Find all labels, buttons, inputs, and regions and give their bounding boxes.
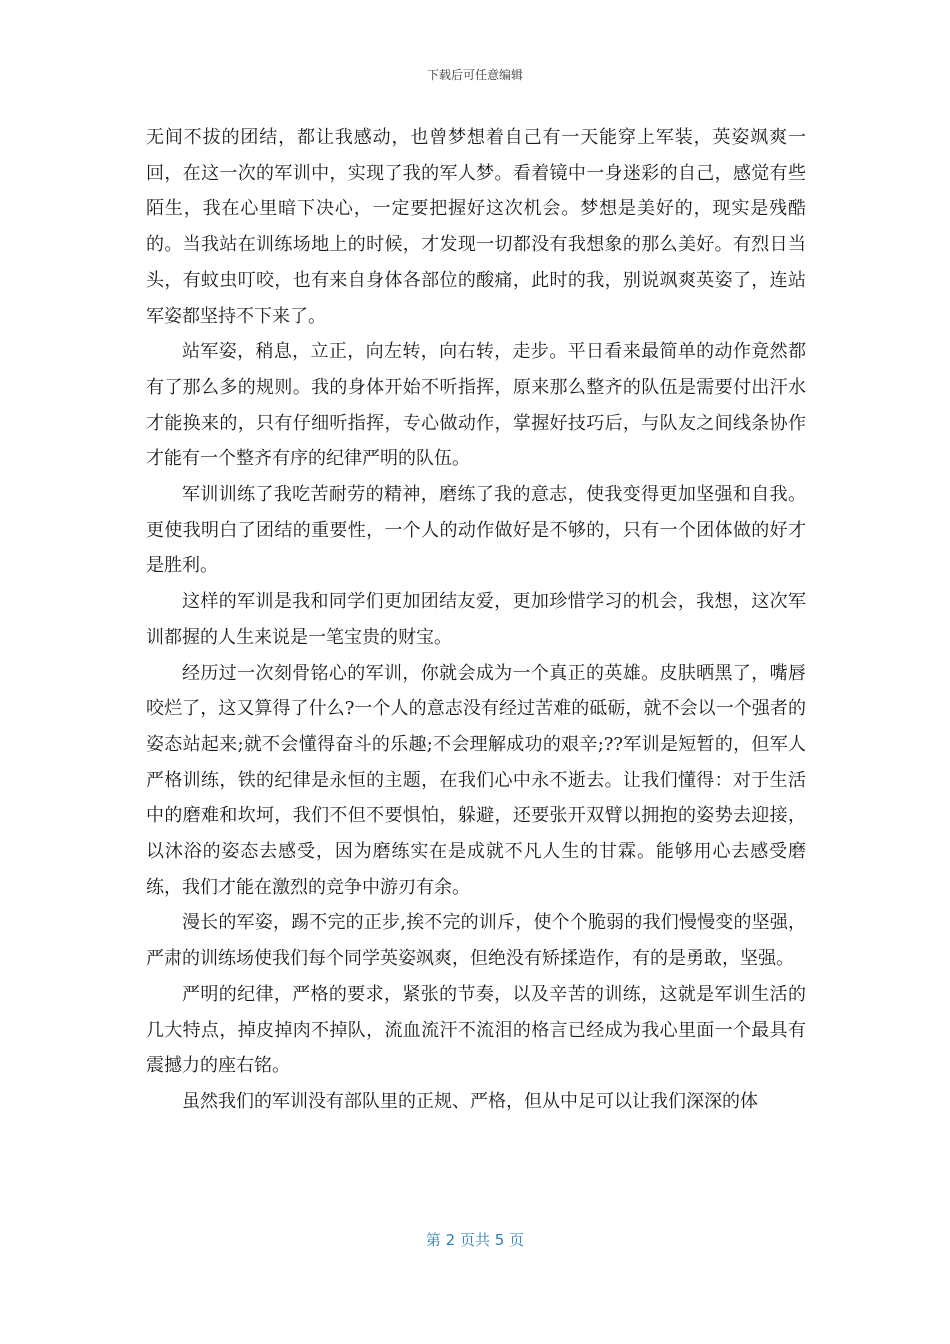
paragraph-4: 这样的军训是我和同学们更加团结友爱，更加珍惜学习的机会，我想，这次军训都握的人生来说是一笔宝贵的财宝。 bbox=[146, 591, 806, 648]
document-body bbox=[146, 120, 806, 1120]
page-number-footer: 第 2 页共 5 页 bbox=[425, 1231, 525, 1249]
paragraph-6: 漫长的军姿，踢不完的正步,挨不完的训斥，使个个脆弱的我们慢慢变的坚强，严肃的训练场使我们每个同学英姿飒爽，但绝没有矫揉造作，有的是勇敢，坚强。 bbox=[146, 912, 806, 970]
paragraph-3: 军训训练了我吃苦耐劳的精神，磨练了我的意志，使我变得更加坚强和自我。更使我明白了团结的重要性，一个人的动作做好是不够的，只有一个团体做的好才是胜利。 bbox=[146, 484, 806, 577]
paragraph-8: 虽然我们的军训没有部队里的正规、严格，但从中足可以让我们深深的体 bbox=[182, 1090, 758, 1112]
paragraph-5: 经历过一次刻骨铭心的军训，你就会成为一个真正的英雄。皮肤晒黑了，嘴唇咬烂了，这又算得了什么?一个人的意志没有经过苦难的砥砺，就不会以一个强者的姿态站起来;就不会懂得奋斗的乐趣;不会理解成功的艰辛;??军训是短暂的，但军人严格训练，铁的纪律是永恒的主题，在我们心中永不逝去。让我们懂得：对于生活中的磨难和坎坷，我们不但不要惧怕，躲避，还要张开双臂以拥抱的姿势去迎接，以沐浴的姿态去感受，因为磨练实在是成就不凡人生的甘霖。能够用心去感受磨练，我们才能在激烈的竞争中游刃有余。 bbox=[146, 662, 806, 898]
paragraph-1: 无间不拔的团结，都让我感动，也曾梦想着自己有一天能穿上军装，英姿飒爽一回，在这一次的军训中，实现了我的军人梦。看着镜中一身迷彩的自己，感觉有些陌生，我在心里暗下决心，一定要把握好这次机会。梦想是美好的，现实是残酷的。当我站在训练场地上的时候，才发现一切都没有我想象的那么美好。有烈日当头，有蚊虫叮咬，也有来自身体各部位的酸痛，此时的我，别说飒爽英姿了，连站军姿都坚持不下来了。 bbox=[146, 127, 806, 327]
paragraph-2: 站军姿，稍息，立正，向左转，向右转，走步。平日看来最简单的动作竟然都有了那么多的规则。我的身体开始不听指挥，原来那么整齐的队伍是需要付出汗水才能换来的，只有仔细听指挥，专心做动作，掌握好技巧后，与队友之间线条协作才能有一个整齐有序的纪律严明的队伍。 bbox=[146, 341, 806, 470]
paragraph-7: 严明的纪律，严格的要求，紧张的节奏，以及辛苦的训练，这就是军训生活的几大特点，掉皮掉肉不掉队，流血流汗不流泪的格言已经成为我心里面一个最具有震撼力的座右铭。 bbox=[146, 983, 806, 1077]
page-header: 下载后可任意编辑 bbox=[426, 68, 523, 82]
